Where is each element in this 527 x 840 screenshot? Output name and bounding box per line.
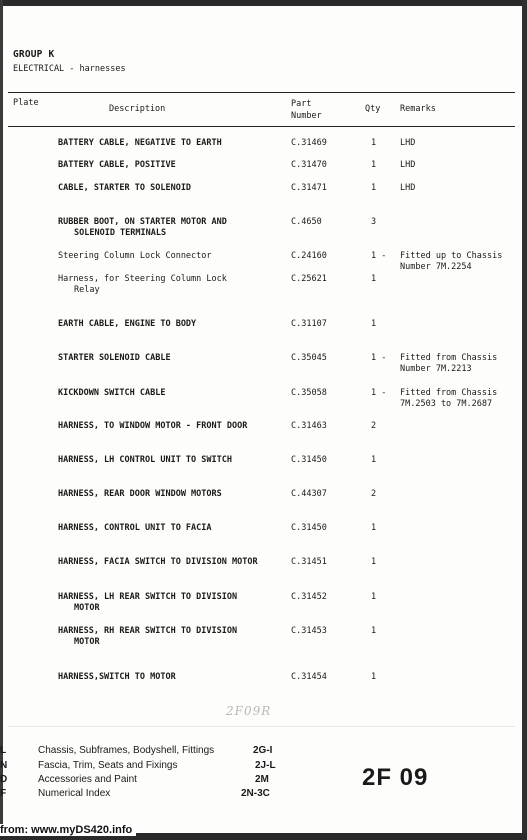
row-description: BATTERY CABLE, NEGATIVE TO EARTH <box>58 138 222 148</box>
row-description: RUBBER BOOT, ON STARTER MOTOR AND SOLENOID TERMINALS <box>58 217 227 238</box>
row-description: CABLE, STARTER TO SOLENOID <box>58 183 192 193</box>
index-ref: 2J-L <box>255 760 276 771</box>
row-part-number: C.24160 <box>291 251 327 261</box>
handwritten-stamp: 2F09R <box>226 704 272 718</box>
column-header-remarks: Remarks <box>400 104 436 114</box>
row-description: HARNESS, RH REAR SWITCH TO DIVISION MOTOR <box>58 626 238 647</box>
row-description: BATTERY CABLE, POSITIVE <box>58 160 176 170</box>
column-header-part-number <box>291 98 351 122</box>
row-description: STARTER SOLENOID CABLE <box>58 353 171 363</box>
row-part-number: C.31463 <box>291 421 327 431</box>
row-part-number: C.31450 <box>291 455 327 465</box>
row-description: HARNESS, REAR DOOR WINDOW MOTORS <box>58 489 222 499</box>
row-qty: 3 <box>371 217 377 227</box>
row-qty: 1 <box>371 183 377 193</box>
scan-edge-right <box>522 0 527 840</box>
row-part-number: C.35058 <box>291 388 327 398</box>
index-letter: D <box>0 774 8 785</box>
row-description: HARNESS, CONTROL UNIT TO FACIA <box>58 523 212 533</box>
index-row <box>0 745 300 758</box>
column-header-part-line1: Part <box>291 99 312 109</box>
row-qty: 1 <box>371 274 377 284</box>
row-part-number: C.31470 <box>291 160 327 170</box>
index-ref: 2N-3C <box>241 788 270 799</box>
row-description: HARNESS, FACIA SWITCH TO DIVISION MOTOR <box>58 557 258 567</box>
row-description: Steering Column Lock Connector <box>58 251 212 261</box>
column-header-plate: Plate <box>13 98 39 108</box>
row-remarks: Fitted up to Chassis Number 7M.2254 <box>400 251 503 272</box>
row-qty: 1 - <box>371 353 387 363</box>
table-header-rule <box>8 126 515 127</box>
index-letter: L <box>0 745 7 756</box>
row-qty: 1 - <box>371 388 387 398</box>
index-label: Accessories and Paint <box>38 774 137 785</box>
group-subtitle: ELECTRICAL - harnesses <box>13 64 126 74</box>
index-row <box>0 788 300 801</box>
source-watermark: from: www.myDS420.info <box>0 824 136 836</box>
index-ref: 2G-I <box>253 745 273 756</box>
row-description: KICKDOWN SWITCH CABLE <box>58 388 166 398</box>
index-label: Fascia, Trim, Seats and Fixings <box>38 760 178 771</box>
group-title: GROUP K <box>13 49 55 60</box>
row-part-number: C.31450 <box>291 523 327 533</box>
scan-edge-left <box>0 0 3 840</box>
index-label: Chassis, Subframes, Bodyshell, Fittings <box>38 745 215 756</box>
table-top-rule <box>8 92 515 93</box>
row-qty: 1 <box>371 455 377 465</box>
row-part-number: C.25621 <box>291 274 327 284</box>
column-header-part-line2: Number <box>291 111 322 121</box>
row-remarks: LHD <box>400 160 416 170</box>
fiche-frame-number: 2F 09 <box>362 764 429 791</box>
row-part-number: C.31471 <box>291 183 327 193</box>
index-label: Numerical Index <box>38 788 111 799</box>
index-row <box>0 774 300 787</box>
row-qty: 2 <box>371 489 377 499</box>
row-description: EARTH CABLE, ENGINE TO BODY <box>58 319 197 329</box>
footer-divider <box>8 726 515 727</box>
row-qty: 1 <box>371 523 377 533</box>
row-description: HARNESS, LH CONTROL UNIT TO SWITCH <box>58 455 232 465</box>
scan-edge-top <box>0 0 527 6</box>
row-qty: 1 <box>371 672 377 682</box>
column-header-qty: Qty <box>365 104 381 114</box>
row-description: HARNESS, LH REAR SWITCH TO DIVISION MOTOR <box>58 592 238 613</box>
row-qty: 1 <box>371 557 377 567</box>
index-letter: N <box>0 760 8 771</box>
row-part-number: C.35045 <box>291 353 327 363</box>
index-row <box>0 760 300 773</box>
row-remarks: Fitted from Chassis 7M.2503 to 7M.2687 <box>400 388 498 409</box>
row-description: HARNESS, TO WINDOW MOTOR - FRONT DOOR <box>58 421 248 431</box>
row-description: Harness, for Steering Column Lock Relay <box>58 274 227 295</box>
column-header-description: Description <box>109 104 166 114</box>
row-qty: 1 <box>371 592 377 602</box>
row-part-number: C.31107 <box>291 319 327 329</box>
row-part-number: C.44307 <box>291 489 327 499</box>
row-qty: 1 <box>371 138 377 148</box>
row-part-number: C.31454 <box>291 672 327 682</box>
row-part-number: C.31469 <box>291 138 327 148</box>
row-qty: 1 <box>371 626 377 636</box>
row-qty: 1 - <box>371 251 387 261</box>
row-part-number: C.4650 <box>291 217 322 227</box>
row-remarks: LHD <box>400 138 416 148</box>
row-description: HARNESS,SWITCH TO MOTOR <box>58 672 176 682</box>
row-part-number: C.31453 <box>291 626 327 636</box>
row-qty: 2 <box>371 421 377 431</box>
index-ref: 2M <box>255 774 269 785</box>
row-qty: 1 <box>371 319 377 329</box>
row-qty: 1 <box>371 160 377 170</box>
row-remarks: Fitted from Chassis Number 7M.2213 <box>400 353 498 374</box>
row-remarks: LHD <box>400 183 416 193</box>
index-letter: F <box>0 788 7 799</box>
row-part-number: C.31451 <box>291 557 327 567</box>
row-part-number: C.31452 <box>291 592 327 602</box>
